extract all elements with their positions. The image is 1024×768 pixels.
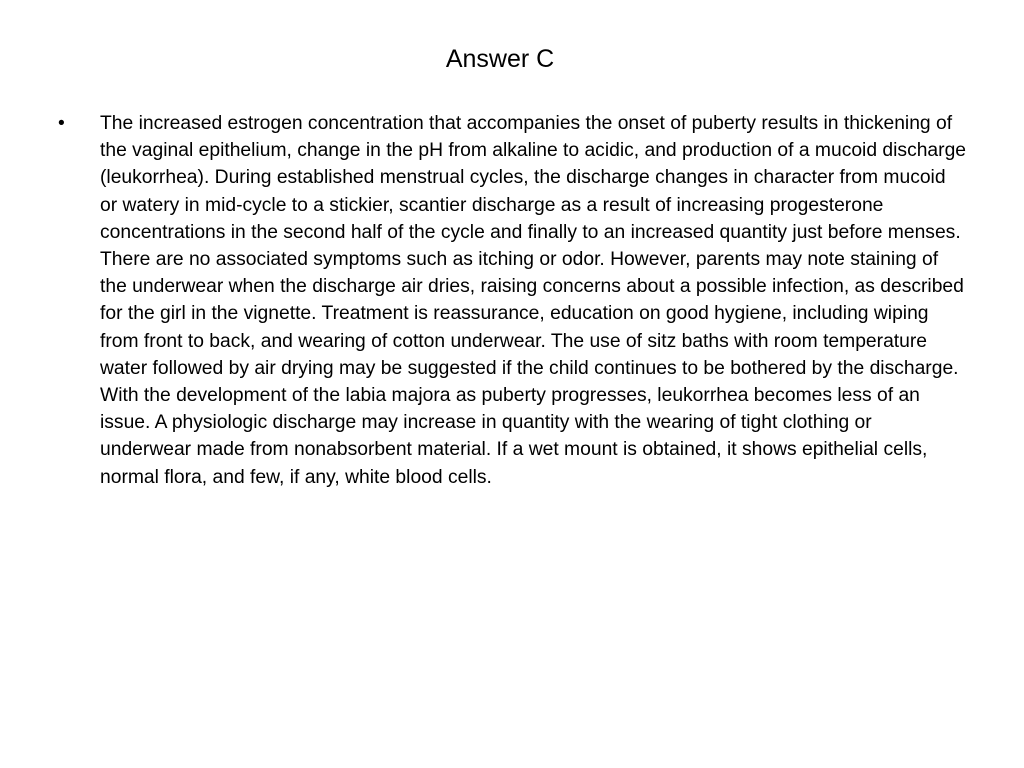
bullet-marker: • bbox=[58, 113, 65, 134]
bullet-text: The increased estrogen concentration that accompanies the onset of puberty results in thickening of the vaginal epithelium, change in the pH from alkaline to acidic, and production of a mucoid discharge (leukorrhea). During established menstrual cycles, the discharge changes in character from mucoid or watery in mid-cycle to a stickier, scantier discharge as a result of increasing progesterone concentrations in the second half of the cycle and finally to an increased quantity just before menses. There are no associated symptoms such as itching or odor. However, parents may note staining of the underwear when the discharge air dries, raising concerns about a possible infection, as described for the girl in the vignette. Treatment is reassurance, education on good hygiene, including wiping from front to back, and wearing of cotton underwear. The use of sitz baths with room temperature water followed by air drying may be suggested if the child continues to be bothered by the discharge. With the development of the labia majora as puberty progresses, leukorrhea becomes less of an issue. A physiologic discharge may increase in quantity with the wearing of tight clothing or underwear made from nonabsorbent material. If a wet mount is obtained, it shows epithelial cells, normal flora, and few, if any, white blood cells. bbox=[100, 113, 967, 488]
slide-title: Answer C bbox=[445, 45, 555, 73]
bullet-list bbox=[58, 110, 968, 491]
bullet-item bbox=[58, 110, 968, 491]
